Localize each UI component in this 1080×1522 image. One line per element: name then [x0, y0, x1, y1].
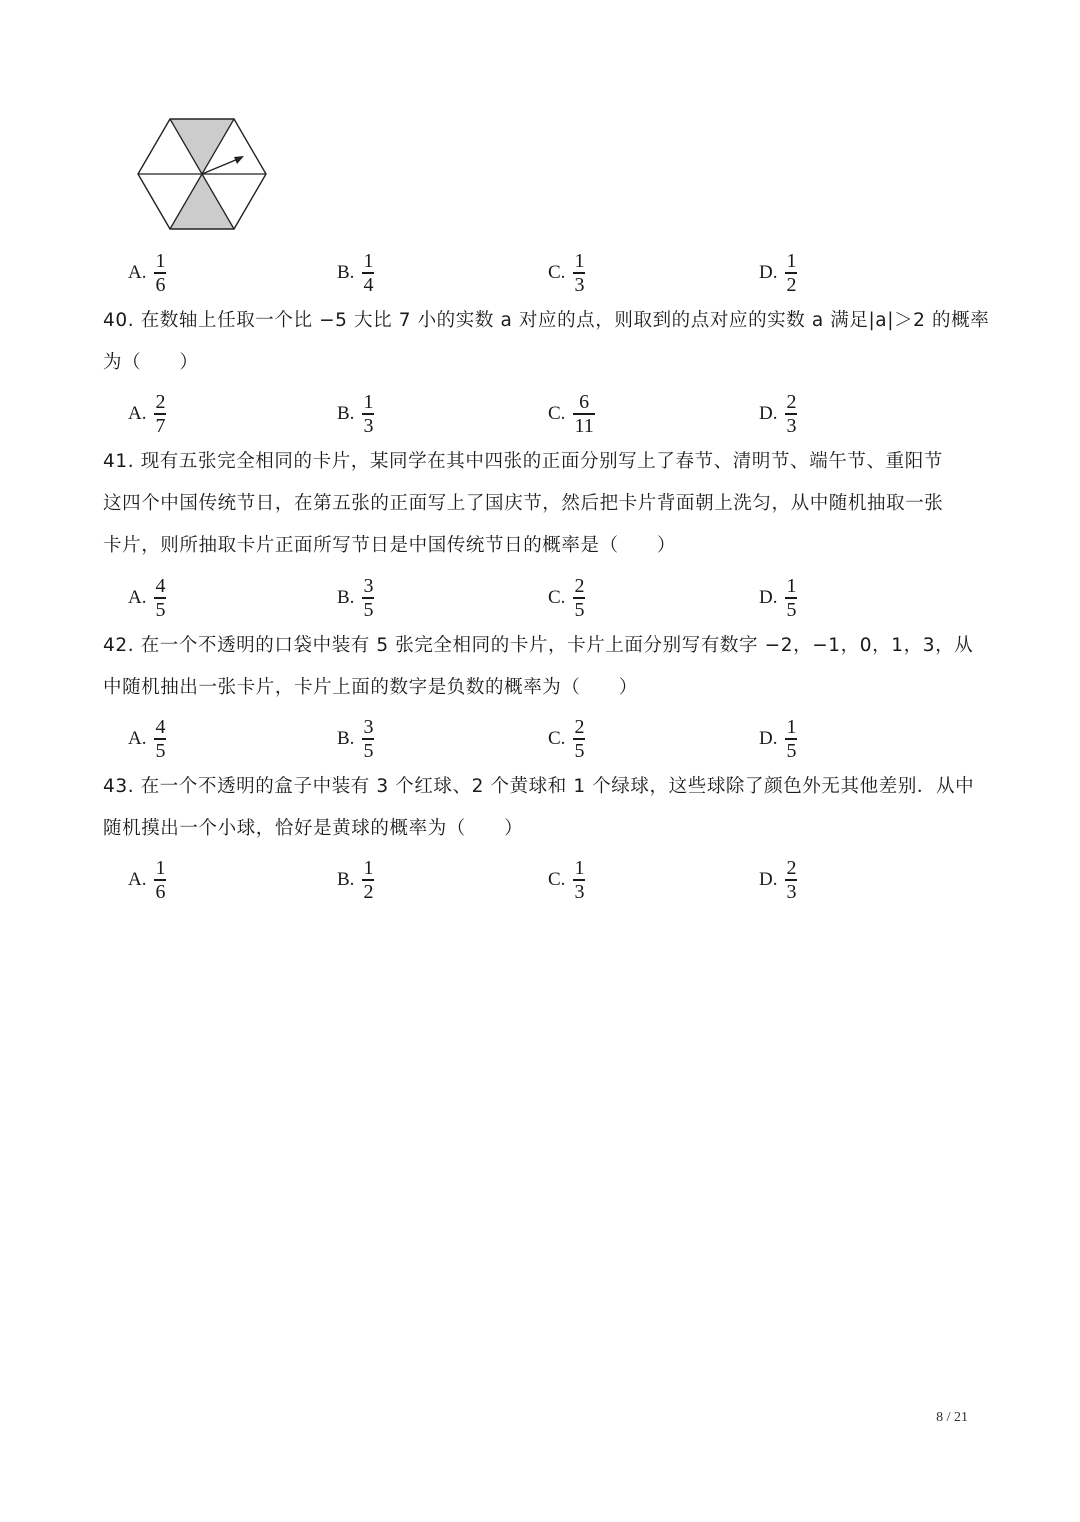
option-a[interactable] — [128, 250, 166, 296]
option-letter: B. — [337, 728, 355, 749]
shaded-sector-bottom — [170, 174, 234, 229]
fraction: $\frac{1}{3}$ — [574, 857, 585, 903]
option-c[interactable] — [548, 250, 585, 296]
question-text-line: 41. 现有五张完全相同的卡片，某同学在其中四张的正面分别写上了春节、清明节、端午节、重阳节 — [103, 451, 943, 472]
option-d[interactable] — [759, 391, 797, 437]
fraction: $\frac{1}{6}$ — [155, 857, 166, 903]
fraction: $\frac{1}{3}$ — [363, 391, 374, 437]
q39-options — [128, 250, 1008, 296]
option-letter: A. — [128, 728, 147, 749]
question-43 — [103, 766, 983, 850]
question-text-line: 卡片，则所抽取卡片正面所写节日是中国传统节日的概率是（ ） — [103, 535, 677, 556]
option-letter: A. — [128, 403, 147, 424]
option-b[interactable] — [337, 716, 374, 762]
option-letter: A. — [128, 587, 147, 608]
fraction: $\frac{2}{3}$ — [786, 391, 797, 437]
question-text-line: 42. 在一个不透明的口袋中装有 5 张完全相同的卡片，卡片上面分别写有数字 −2，−1，0，1，3，从 — [103, 635, 974, 656]
option-letter: B. — [337, 262, 355, 283]
option-letter: D. — [759, 403, 778, 424]
fraction: $\frac{1}{5}$ — [786, 716, 797, 762]
option-letter: D. — [759, 869, 778, 890]
option-a[interactable] — [128, 391, 166, 437]
option-letter: C. — [548, 403, 566, 424]
page-number: 8 / 21 — [936, 1410, 968, 1425]
option-b[interactable] — [337, 250, 374, 296]
option-letter: C. — [548, 728, 566, 749]
option-c[interactable] — [548, 857, 585, 903]
q41-options — [128, 575, 1008, 621]
option-d[interactable] — [759, 250, 797, 296]
option-b[interactable] — [337, 391, 374, 437]
fraction: $\frac{2}{7}$ — [155, 391, 166, 437]
fraction: $\frac{2}{3}$ — [786, 857, 797, 903]
option-a[interactable] — [128, 716, 166, 762]
question-text-line: 43. 在一个不透明的盒子中装有 3 个红球、2 个黄球和 1 个绿球，这些球除了颜色外无其他差别．从中 — [103, 776, 975, 797]
q42-options — [128, 716, 1008, 762]
fraction: $\frac{1}{4}$ — [363, 250, 374, 296]
question-text-line: 为（ ） — [103, 352, 199, 373]
fraction: $\frac{4}{5}$ — [155, 716, 166, 762]
option-d[interactable] — [759, 857, 797, 903]
option-letter: B. — [337, 587, 355, 608]
option-a[interactable] — [128, 575, 166, 621]
question-40 — [103, 300, 990, 384]
question-text-line: 中随机抽出一张卡片，卡片上面的数字是负数的概率为（ ） — [103, 677, 638, 698]
option-b[interactable] — [337, 857, 374, 903]
option-letter: C. — [548, 587, 566, 608]
option-letter: C. — [548, 262, 566, 283]
fraction: $\frac{1}{3}$ — [574, 250, 585, 296]
option-b[interactable] — [337, 575, 374, 621]
option-letter: D. — [759, 262, 778, 283]
question-text-line: 随机摸出一个小球，恰好是黄球的概率为（ ） — [103, 818, 524, 839]
question-text-line: 这四个中国传统节日，在第五张的正面写上了国庆节，然后把卡片背面朝上洗匀，从中随机抽取一张 — [103, 493, 944, 514]
option-letter: B. — [337, 403, 355, 424]
fraction: $\frac{1}{5}$ — [786, 575, 797, 621]
option-c[interactable] — [548, 391, 595, 437]
fraction: $\frac{1}{2}$ — [786, 250, 797, 296]
option-letter: A. — [128, 262, 147, 283]
question-text-line: 40. 在数轴上任取一个比 −5 大比 7 小的实数 a 对应的点，则取到的点对应的实数 a 满足|a|＞2 的概率 — [103, 310, 990, 331]
option-letter: B. — [337, 869, 355, 890]
option-c[interactable] — [548, 716, 585, 762]
fraction: $\frac{6}{11}$ — [574, 391, 594, 437]
q43-options — [128, 857, 1008, 903]
option-letter: A. — [128, 869, 147, 890]
option-d[interactable] — [759, 575, 797, 621]
fraction: $\frac{3}{5}$ — [363, 716, 374, 762]
fraction: $\frac{2}{5}$ — [574, 716, 585, 762]
option-letter: D. — [759, 587, 778, 608]
fraction: $\frac{4}{5}$ — [155, 575, 166, 621]
fraction: $\frac{1}{2}$ — [363, 857, 374, 903]
option-letter: D. — [759, 728, 778, 749]
shaded-sector-top — [170, 119, 234, 174]
fraction: $\frac{2}{5}$ — [574, 575, 585, 621]
hexagon-spinner-figure — [134, 114, 270, 234]
question-42 — [103, 625, 983, 709]
question-41 — [103, 441, 983, 567]
option-d[interactable] — [759, 716, 797, 762]
q40-options — [128, 391, 1008, 437]
fraction: $\frac{3}{5}$ — [363, 575, 374, 621]
option-letter: C. — [548, 869, 566, 890]
fraction: $\frac{1}{6}$ — [155, 250, 166, 296]
option-a[interactable] — [128, 857, 166, 903]
option-c[interactable] — [548, 575, 585, 621]
